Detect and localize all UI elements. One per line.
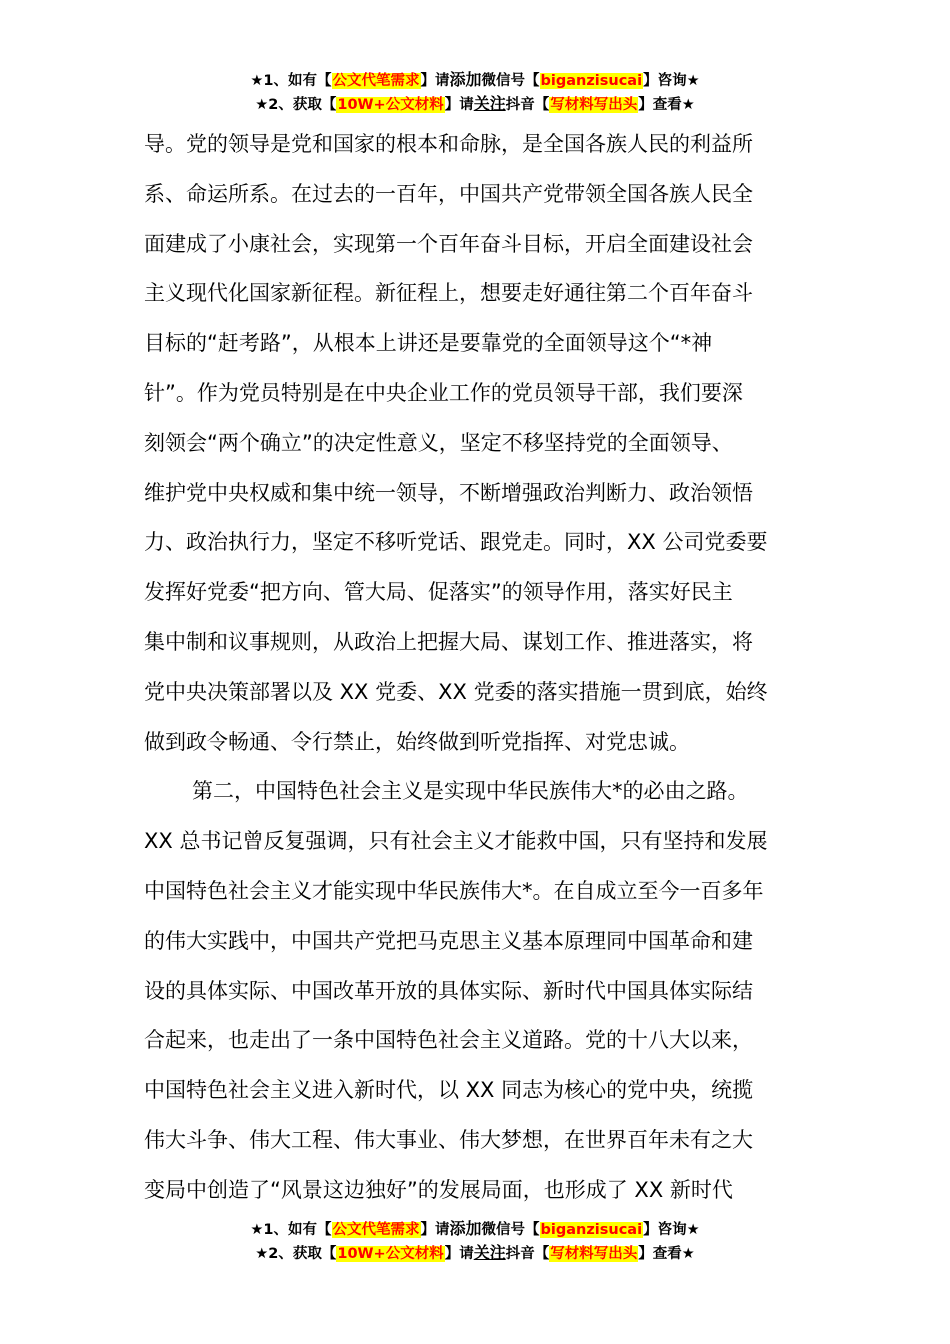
text-line: 力、政治执行力，坚定不移听党话、跟党走。同时，XX 公司党委要 <box>144 530 768 555</box>
text-line: 的伟大实践中，中国共产党把马克思主义基本原理同中国革命和建 <box>144 928 753 953</box>
banner-line-1: ★1、如有【公文代笔需求】请添加微信号【biganzisucai】咨询★ <box>250 1219 700 1238</box>
text-line: 导。党的领导是党和国家的根本和命脉，是全国各族人民的利益所 <box>144 132 753 156</box>
highlight-materials: 10W+公文材料 <box>337 1246 444 1262</box>
star-icon: ★ <box>250 1222 264 1238</box>
text-line: XX 总书记曾反复强调，只有社会主义才能救中国，只有坚持和发展 <box>144 829 768 854</box>
star-icon: ★ <box>250 73 264 89</box>
highlight-wechat-id: biganzisucai <box>540 1222 643 1238</box>
highlight-douyin-id: 写材料写出头 <box>550 97 638 113</box>
star-icon: ★ <box>681 1246 695 1262</box>
text-line: 中国特色社会主义进入新时代，以 XX 同志为核心的党中央，统揽 <box>144 1078 754 1103</box>
footer-banner <box>0 1217 950 1265</box>
text-line: 合起来，也走出了一条中国特色社会主义道路。党的十八大以来， <box>144 1028 753 1053</box>
highlight-service: 公文代笔需求 <box>332 73 420 89</box>
text-line: 目标的“赶考路”，从根本上讲还是要靠党的全面领导这个“*神 <box>144 331 713 356</box>
text-line: 变局中创造了“风景这边独好”的发展局面，也形成了 XX 新时代 <box>144 1177 733 1202</box>
text-line: 中国特色社会主义才能实现中华民族伟大*。在自成立至今一百多年 <box>144 878 764 903</box>
highlight-douyin-id: 写材料写出头 <box>550 1246 638 1262</box>
document-body <box>144 120 808 1216</box>
text-line: 系、命运所系。在过去的一百年，中国共产党带领全国各族人民全 <box>144 181 753 206</box>
highlight-service: 公文代笔需求 <box>332 1222 420 1238</box>
text-line: 伟大斗争、伟大工程、伟大事业、伟大梦想，在世界百年未有之大 <box>144 1127 753 1152</box>
banner-line-2: ★2、获取【10W+公文材料】请关注抖音【写材料写出头】查看★ <box>255 1243 695 1262</box>
highlight-materials: 10W+公文材料 <box>337 97 444 113</box>
text-line: 维护党中央权威和集中统一领导，不断增强政治判断力、政治领悟 <box>144 480 753 505</box>
text-line: 设的具体实际、中国改革开放的具体实际、新时代中国具体实际结 <box>144 978 753 1003</box>
text-line: 主义现代化国家新征程。新征程上，想要走好通往第二个百年奋斗 <box>144 281 753 306</box>
text-line: 党中央决策部署以及 XX 党委、XX 党委的落实措施一贯到底，始终 <box>144 679 768 704</box>
star-icon: ★ <box>686 73 700 89</box>
banner-line-1: ★1、如有【公文代笔需求】请添加微信号【biganzisucai】咨询★ <box>250 70 700 89</box>
text-line: 做到政令畅通、令行禁止，始终做到听党指挥、对党忠诚。 <box>144 729 690 754</box>
header-banner <box>0 68 950 116</box>
text-line: 集中制和议事规则，从政治上把握大局、谋划工作、推进落实，将 <box>144 629 753 654</box>
star-icon: ★ <box>681 97 695 113</box>
text-line: 发挥好党委“把方向、管大局、促落实”的领导作用，落实好民主 <box>144 580 733 605</box>
highlight-wechat-id: biganzisucai <box>540 73 643 89</box>
star-icon: ★ <box>255 97 269 113</box>
text-line: 针”。作为党员特别是在中央企业工作的党员领导干部，我们要深 <box>144 380 743 405</box>
text-line: 刻领会“两个确立”的决定性意义，坚定不移坚持党的全面领导、 <box>144 430 733 455</box>
paragraph-heading-line: 第二，中国特色社会主义是实现中华民族伟大*的必由之路。 <box>192 779 749 804</box>
text-line: 面建成了小康社会，实现第一个百年奋斗目标，开启全面建设社会 <box>144 231 753 256</box>
banner-line-2: ★2、获取【10W+公文材料】请关注抖音【写材料写出头】查看★ <box>255 94 695 113</box>
star-icon: ★ <box>255 1246 269 1262</box>
star-icon: ★ <box>686 1222 700 1238</box>
